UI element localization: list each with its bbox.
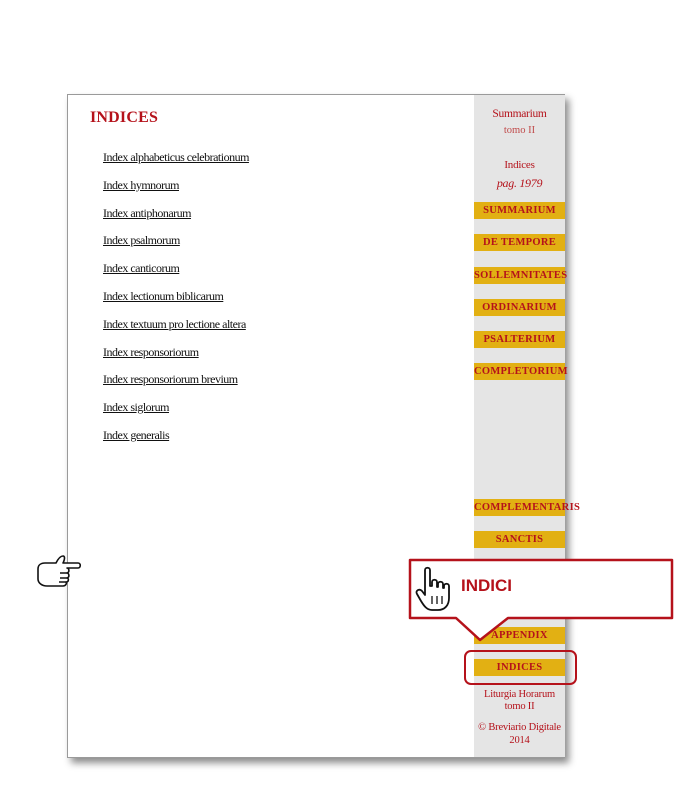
index-link-textuum[interactable]: Index textuum pro lectione altera (103, 316, 246, 331)
index-list (103, 148, 249, 454)
list-item (103, 259, 249, 287)
list-item (103, 176, 249, 204)
index-link-siglorum[interactable]: Index siglorum (103, 400, 169, 415)
sidebar-tomo: tomo II (503, 125, 536, 136)
nav-ordinarium-button[interactable]: ORDINARIUM (474, 299, 565, 316)
hand-cursor-icon (414, 566, 454, 612)
index-link-lectionum[interactable]: Index lectionum biblicarum (103, 288, 224, 303)
nav-sanctis-button[interactable]: SANCTIS (474, 531, 565, 548)
index-link-psalmorum[interactable]: Index psalmorum (103, 233, 180, 248)
callout-label: INDICI (461, 576, 512, 595)
nav-sollemnitates-button[interactable]: SOLLEMNITATES (474, 267, 565, 284)
sidebar-summarium-link[interactable]: Summarium (492, 108, 547, 120)
index-link-antiphonarum[interactable]: Index antiphonarum (103, 205, 191, 220)
list-item (103, 370, 249, 398)
list-item (103, 204, 249, 232)
list-item (103, 148, 249, 176)
footer-year: 2014 (509, 735, 530, 746)
index-link-canticorum[interactable]: Index canticorum (103, 261, 180, 276)
footer-copyright: © Breviario Digitale (478, 722, 561, 733)
footer-tomo: tomo II (504, 701, 535, 712)
nav-complementaris-button[interactable]: COMPLEMENTARIS (474, 499, 565, 516)
page-title: INDICES (90, 109, 159, 126)
list-item (103, 231, 249, 259)
index-link-responsoriorum[interactable]: Index responsoriorum (103, 344, 199, 359)
index-link-celebrationum[interactable]: Index alphabeticus celebrationum (103, 150, 249, 164)
list-item (103, 398, 249, 426)
nav-de-tempore-button[interactable]: DE TEMPORE (474, 234, 565, 251)
nav-summarium-button[interactable]: SUMMARIUM (474, 202, 565, 219)
index-link-hymnorum[interactable]: Index hymnorum (103, 177, 179, 192)
list-item (103, 426, 249, 454)
list-item (103, 287, 249, 315)
nav-completorium-button[interactable]: COMPLETORIUM (474, 363, 565, 380)
sidebar-section: Indices (504, 159, 535, 171)
nav-psalterium-button[interactable]: PSALTERIUM (474, 331, 565, 348)
nav-indices-button[interactable]: INDICES (474, 659, 565, 676)
list-item (103, 343, 249, 371)
pointing-hand-icon (36, 553, 82, 589)
index-link-responsoriorum-brevium[interactable]: Index responsoriorum brevium (103, 372, 238, 387)
nav-appendix-button[interactable]: APPENDIX (474, 627, 565, 644)
sidebar-page-number: pag. 1979 (496, 176, 543, 190)
indices-highlight-ring (464, 650, 577, 685)
footer-liturgia: Liturgia Horarum (484, 689, 555, 700)
index-link-generalis[interactable]: Index generalis (103, 427, 170, 442)
list-item (103, 315, 249, 343)
